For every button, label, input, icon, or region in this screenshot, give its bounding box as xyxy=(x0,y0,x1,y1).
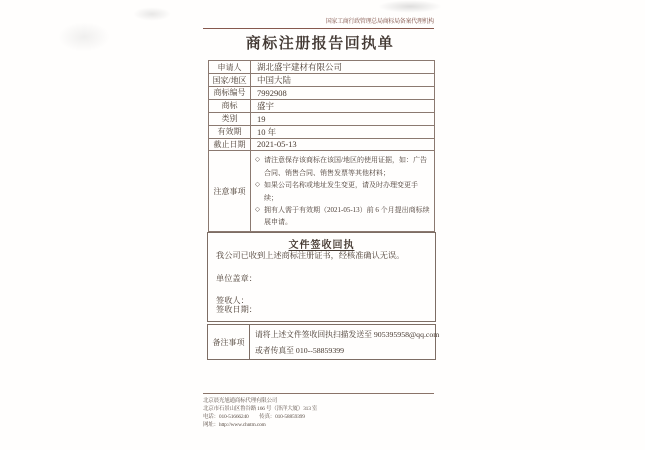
agency-header xyxy=(203,16,434,29)
table-row xyxy=(209,99,435,112)
scan-smudge xyxy=(58,22,110,52)
remarks-line: 请将上述文件签收回执扫描发送至 905395958@qq.com xyxy=(255,330,440,339)
receipt-box xyxy=(207,232,436,322)
table-row xyxy=(209,138,435,151)
note-item xyxy=(255,179,430,204)
row-label: 商标 xyxy=(209,99,251,112)
info-table-body xyxy=(209,61,435,232)
diamond-bullet-icon: ◇ xyxy=(255,181,260,189)
diamond-bullet-icon: ◇ xyxy=(255,156,260,164)
row-label: 申请人 xyxy=(209,61,251,74)
table-row xyxy=(209,112,435,125)
footer-company: 北京晨光旭通商标代理有限公司 xyxy=(203,398,278,404)
row-value: 中国大陆 xyxy=(251,74,435,87)
footer-phone-fax: 电话：010-51666240 传真：010-58859399 xyxy=(203,414,305,420)
notes-row xyxy=(209,151,435,231)
note-item xyxy=(255,154,430,179)
row-label: 有效期 xyxy=(209,125,251,138)
remarks-line: 或者传真至 010--58859399 xyxy=(255,346,345,355)
table-row xyxy=(209,74,435,87)
row-value: 10 年 xyxy=(251,125,435,138)
row-label: 类别 xyxy=(209,112,251,125)
note-text: 拥有人需于有效期（2021-05-13）前 6 个月提出商标续展申请。 xyxy=(264,206,430,227)
footer-address: 北京市石景山区鲁谷路 166 号（泽洋大厦）313 室 xyxy=(203,406,318,412)
row-value: 2021-05-13 xyxy=(251,138,435,151)
note-text: 请注意保存该商标在该国/地区的使用证据，如：广告合同、销售合同、销售发票等其他材料； xyxy=(264,156,427,177)
table-row xyxy=(209,61,435,74)
stamp-label: 单位盖章： xyxy=(216,274,257,283)
signer-label: 签收人： xyxy=(216,296,249,305)
sign-date-label: 签收日期： xyxy=(216,305,257,314)
scan-smudge xyxy=(133,7,171,21)
diamond-bullet-icon: ◇ xyxy=(255,206,260,214)
note-item xyxy=(255,204,430,229)
row-value: 湖北盛宇建材有限公司 xyxy=(251,61,435,74)
row-label: 商标编号 xyxy=(209,87,251,100)
footer-website: 网址：http://www.chntm.com xyxy=(203,422,266,428)
receipt-statement: 我公司已收到上述商标注册证书，经核准确认无误。 xyxy=(216,251,405,260)
remarks-table xyxy=(207,324,440,360)
info-table xyxy=(208,60,435,232)
scan-smudge xyxy=(378,0,442,13)
notes-content xyxy=(251,151,435,231)
notes-label: 注意事项 xyxy=(209,151,251,231)
agency-footer xyxy=(203,393,434,429)
table-row xyxy=(209,125,435,138)
row-value: 盛宇 xyxy=(251,99,435,112)
row-label: 国家/地区 xyxy=(209,74,251,87)
note-text: 如果公司名称或地址发生变更，请及时办理变更手续； xyxy=(264,181,418,202)
remarks-label: 备注事项 xyxy=(208,325,250,359)
table-row xyxy=(209,87,435,100)
agency-header-text: 国家工商行政管理总局商标局备案代理机构 xyxy=(325,19,434,25)
row-value: 7992908 xyxy=(251,87,435,100)
row-value: 19 xyxy=(251,112,435,125)
remarks-content xyxy=(250,325,440,359)
page-title: 商标注册报告回执单 xyxy=(245,36,395,52)
receipt-title: 文件签收回执 xyxy=(288,240,355,251)
row-label: 截止日期 xyxy=(209,138,251,151)
